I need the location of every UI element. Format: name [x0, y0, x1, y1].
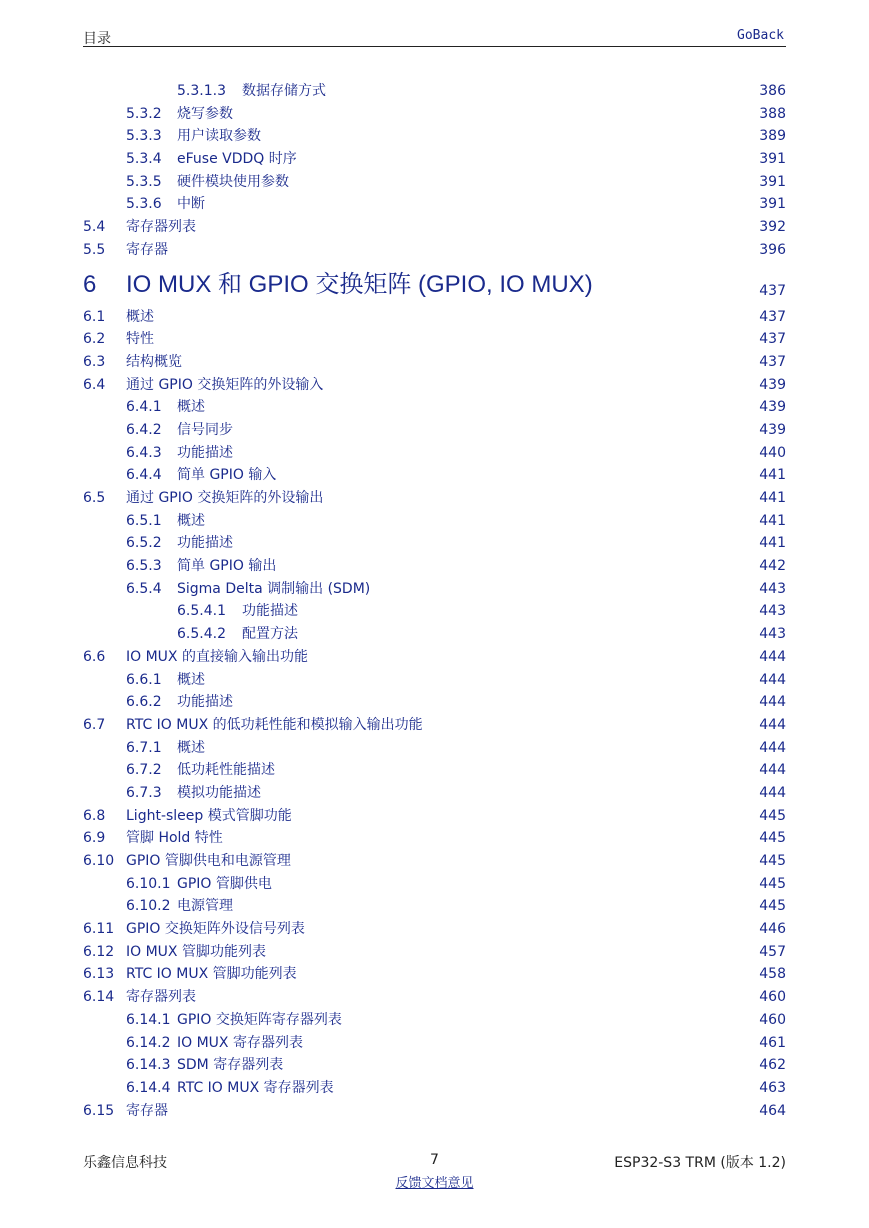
toc-entry-title[interactable]: 配置方法	[242, 626, 298, 643]
toc-entry-number: 6	[83, 270, 97, 298]
toc-entry-page[interactable]: 439	[759, 399, 786, 416]
toc-entry[interactable]	[83, 873, 786, 896]
toc-entry-page[interactable]: 444	[759, 648, 786, 665]
toc-entry[interactable]	[83, 239, 786, 262]
toc-entry-title[interactable]: 寄存器列表	[126, 219, 196, 236]
toc-entry-page[interactable]: 444	[759, 671, 786, 688]
toc-entry-title[interactable]: 功能描述	[242, 603, 298, 620]
toc-entry-page[interactable]: 464	[759, 1102, 786, 1119]
toc-entry-number: 6.14.4	[126, 1079, 171, 1096]
toc-entry[interactable]	[83, 487, 786, 510]
toc-entry[interactable]	[83, 148, 786, 171]
toc-entry-number: 6.14	[83, 989, 115, 1006]
footer-page-number: 7	[430, 1152, 439, 1168]
toc-entry[interactable]	[83, 1100, 786, 1123]
goback-link[interactable]: GoBack	[737, 28, 784, 43]
toc-entry-page[interactable]: 442	[759, 558, 786, 575]
toc-entry-page[interactable]: 437	[759, 353, 786, 370]
toc-entry-title[interactable]: 寄存器	[126, 1102, 168, 1119]
toc-entry-title[interactable]: SDM 寄存器列表	[177, 1057, 284, 1074]
toc-entry[interactable]	[83, 510, 786, 533]
footer-company: 乐鑫信息科技	[83, 1155, 167, 1171]
table-of-contents	[83, 80, 786, 1122]
toc-entry-title[interactable]: 寄存器列表	[126, 989, 196, 1006]
toc-entry-number: 6.6.2	[126, 694, 162, 711]
toc-entry-page[interactable]: 444	[759, 716, 786, 733]
toc-entry-title[interactable]: RTC IO MUX 的低功耗性能和模拟输入输出功能	[126, 716, 423, 733]
toc-entry-title[interactable]: 数据存储方式	[242, 83, 326, 99]
toc-entry-page[interactable]: 445	[759, 853, 786, 869]
toc-entry-page[interactable]: 389	[759, 128, 786, 145]
toc-entry-title[interactable]: IO MUX 管脚功能列表	[126, 943, 266, 960]
toc-entry-page[interactable]: 444	[759, 739, 786, 756]
toc-entry-page[interactable]: 437	[759, 308, 786, 325]
toc-entry-page[interactable]: 443	[759, 603, 786, 620]
toc-entry-number: 6.4.2	[126, 421, 162, 438]
toc-entry-title[interactable]: 模拟功能描述	[177, 784, 261, 801]
toc-entry[interactable]	[83, 306, 786, 329]
toc-entry[interactable]	[83, 963, 786, 986]
toc-entry[interactable]	[83, 1009, 786, 1032]
toc-entry-number: 5.3.6	[126, 196, 162, 213]
toc-entry-page[interactable]: 444	[759, 762, 786, 779]
toc-entry-page[interactable]: 388	[759, 105, 786, 122]
toc-entry-title[interactable]: IO MUX 和 GPIO 交换矩阵 (GPIO, IO MUX)	[126, 270, 593, 298]
toc-entry-title[interactable]: 管脚 Hold 特性	[126, 830, 223, 847]
toc-entry-number: 6.7.3	[126, 784, 162, 801]
toc-entry-page[interactable]: 463	[759, 1079, 786, 1096]
toc-entry-page[interactable]: 460	[759, 1011, 786, 1028]
toc-entry-number: 6.4	[83, 376, 106, 393]
toc-entry-title[interactable]: 功能描述	[177, 535, 233, 552]
toc-entry[interactable]	[83, 918, 786, 941]
toc-entry-title[interactable]: 概述	[177, 671, 205, 688]
toc-entry-number: 5.3.5	[126, 173, 162, 190]
toc-entry[interactable]	[83, 646, 786, 669]
toc-entry-page[interactable]: 441	[759, 535, 786, 552]
feedback-link[interactable]: 反馈文档意见	[395, 1176, 474, 1191]
toc-entry-number: 6.5	[83, 490, 106, 506]
toc-entry-title[interactable]: eFuse VDDQ 时序	[177, 151, 297, 168]
toc-entry-page[interactable]: 460	[759, 989, 786, 1006]
page-footer	[83, 1152, 786, 1192]
toc-entry-title[interactable]: 通过 GPIO 交换矩阵的外设输出	[126, 490, 324, 506]
toc-entry[interactable]	[83, 103, 786, 126]
toc-entry-number: 6.5.4.1	[177, 603, 226, 620]
toc-entry-title[interactable]: RTC IO MUX 寄存器列表	[177, 1079, 334, 1096]
toc-entry-number: 6.5.3	[126, 558, 162, 575]
toc-entry[interactable]	[83, 941, 786, 964]
toc-entry-page[interactable]: 396	[759, 241, 786, 258]
header-section-label: 目录	[83, 31, 111, 47]
toc-entry-page[interactable]: 392	[759, 219, 786, 236]
toc-entry[interactable]	[83, 895, 786, 918]
toc-entry-title[interactable]: 概述	[126, 308, 154, 325]
toc-entry-page[interactable]: 457	[759, 943, 786, 960]
toc-entry-title[interactable]: 特性	[126, 331, 154, 348]
toc-entry[interactable]	[83, 1077, 786, 1100]
toc-entry-number: 6.12	[83, 943, 115, 960]
toc-entry-title[interactable]: 概述	[177, 739, 205, 756]
toc-entry-title[interactable]: 低功耗性能描述	[177, 762, 275, 779]
toc-entry[interactable]	[83, 351, 786, 374]
toc-entry-page[interactable]: 445	[759, 830, 786, 847]
toc-entry[interactable]	[83, 193, 786, 216]
toc-entry-page[interactable]: 444	[759, 694, 786, 711]
toc-entry[interactable]	[83, 396, 786, 419]
toc-entry[interactable]	[83, 1032, 786, 1055]
toc-entry-page[interactable]: 441	[759, 490, 786, 506]
toc-entry-number: 6.4.4	[126, 467, 162, 484]
toc-entry[interactable]	[83, 827, 786, 850]
toc-entry-title[interactable]: Sigma Delta 调制输出 (SDM)	[177, 580, 371, 597]
toc-entry-number: 6.10.1	[126, 875, 171, 892]
toc-entry-title[interactable]: RTC IO MUX 管脚功能列表	[126, 966, 297, 983]
toc-entry-title[interactable]: 烧写参数	[177, 105, 233, 122]
toc-entry-title[interactable]: 通过 GPIO 交换矩阵的外设输入	[126, 376, 324, 393]
toc-entry-title[interactable]: GPIO 交换矩阵外设信号列表	[126, 921, 305, 938]
toc-entry-number: 6.10.2	[126, 898, 171, 915]
toc-entry-page[interactable]: 440	[759, 444, 786, 461]
toc-entry-page[interactable]: 441	[759, 467, 786, 484]
toc-entry[interactable]	[83, 805, 786, 828]
toc-entry-number: 6.4.1	[126, 399, 162, 416]
toc-entry-number: 6.8	[83, 807, 106, 824]
toc-entry-title[interactable]: 信号同步	[177, 421, 233, 438]
toc-entry-title[interactable]: 功能描述	[177, 444, 233, 461]
toc-entry-title[interactable]: IO MUX 的直接输入输出功能	[126, 648, 308, 665]
toc-entry-number: 6.4.3	[126, 444, 162, 461]
footer-doc-version: ESP32-S3 TRM (版本 1.2)	[614, 1155, 786, 1171]
toc-entry-page[interactable]: 437	[759, 331, 786, 348]
toc-entry-number: 6.6	[83, 648, 106, 665]
toc-entry-title[interactable]: GPIO 管脚供电	[177, 875, 272, 892]
toc-entry[interactable]	[83, 850, 786, 873]
toc-entry[interactable]	[83, 691, 786, 714]
toc-entry[interactable]	[83, 374, 786, 397]
toc-entry[interactable]	[83, 125, 786, 148]
toc-entry-page[interactable]: 458	[759, 966, 786, 983]
toc-entry[interactable]	[83, 600, 786, 623]
toc-entry-title[interactable]: GPIO 交换矩阵寄存器列表	[177, 1011, 342, 1028]
toc-entry-title[interactable]: 结构概览	[126, 353, 182, 370]
toc-entry-title[interactable]: 简单 GPIO 输出	[177, 558, 277, 575]
toc-entry-number: 6.5.1	[126, 512, 162, 529]
toc-entry[interactable]	[83, 714, 786, 737]
toc-entry-title[interactable]: 概述	[177, 512, 205, 529]
toc-entry-title[interactable]: IO MUX 寄存器列表	[177, 1034, 303, 1051]
toc-entry-number: 5.3.2	[126, 105, 162, 122]
toc-entry[interactable]	[83, 1054, 786, 1077]
toc-entry-page[interactable]: 441	[759, 512, 786, 529]
toc-entry-number: 6.5.4	[126, 580, 162, 597]
toc-entry[interactable]	[83, 464, 786, 487]
toc-entry-number: 6.7	[83, 716, 106, 733]
toc-entry-number: 6.14.1	[126, 1011, 171, 1028]
toc-entry-title[interactable]: 功能描述	[177, 694, 233, 711]
toc-entry[interactable]	[83, 80, 786, 103]
toc-entry-title[interactable]: Light-sleep 模式管脚功能	[126, 807, 292, 824]
toc-entry[interactable]	[83, 737, 786, 760]
toc-entry[interactable]	[83, 623, 786, 646]
toc-entry-page[interactable]: 445	[759, 898, 786, 915]
toc-entry-page[interactable]: 443	[759, 580, 786, 597]
toc-entry[interactable]	[83, 442, 786, 465]
toc-entry-title[interactable]: 概述	[177, 399, 205, 416]
toc-entry-page[interactable]: 386	[759, 83, 786, 99]
toc-entry-page[interactable]: 461	[759, 1034, 786, 1051]
toc-entry[interactable]	[83, 328, 786, 351]
toc-entry-page[interactable]: 445	[759, 807, 786, 824]
toc-entry-title[interactable]: 电源管理	[177, 898, 233, 915]
toc-entry-number: 5.3.3	[126, 128, 162, 145]
toc-entry-page[interactable]: 391	[759, 173, 786, 190]
toc-entry-number: 6.2	[83, 331, 106, 348]
toc-entry[interactable]	[83, 986, 786, 1009]
toc-entry-number: 5.3.1.3	[177, 83, 226, 99]
toc-entry[interactable]	[83, 171, 786, 194]
toc-entry[interactable]	[83, 669, 786, 692]
toc-entry-page[interactable]: 462	[759, 1057, 786, 1074]
toc-entry[interactable]	[83, 555, 786, 578]
toc-entry-page[interactable]: 439	[759, 376, 786, 393]
toc-entry-page[interactable]: 391	[759, 196, 786, 213]
toc-entry-number: 6.5.4.2	[177, 626, 226, 643]
toc-entry-number: 6.9	[83, 830, 106, 847]
toc-entry-number: 6.15	[83, 1102, 115, 1119]
toc-entry-title[interactable]: 中断	[177, 196, 205, 213]
toc-chapter-entry[interactable]	[83, 262, 786, 306]
toc-entry-number: 6.1	[83, 308, 106, 325]
toc-entry-title[interactable]: 硬件模块使用参数	[177, 173, 289, 190]
toc-entry[interactable]	[83, 419, 786, 442]
toc-entry-number: 6.14.3	[126, 1057, 171, 1074]
toc-entry-page[interactable]: 439	[759, 421, 786, 438]
toc-entry-number: 6.13	[83, 966, 115, 983]
toc-entry[interactable]	[83, 532, 786, 555]
toc-entry-page[interactable]: 391	[759, 151, 786, 168]
toc-entry-number: 6.14.2	[126, 1034, 171, 1051]
toc-entry-number: 6.3	[83, 353, 106, 370]
toc-entry[interactable]	[83, 578, 786, 601]
toc-entry-number: 5.4	[83, 219, 106, 236]
toc-entry-page[interactable]: 445	[759, 875, 786, 892]
toc-entry-number: 6.11	[83, 921, 115, 938]
toc-entry-number: 6.7.2	[126, 762, 162, 779]
toc-entry[interactable]	[83, 782, 786, 805]
toc-entry-title[interactable]: 用户读取参数	[177, 128, 261, 145]
toc-entry-number: 6.7.1	[126, 739, 162, 756]
toc-entry-page[interactable]: 443	[759, 626, 786, 643]
toc-entry-title[interactable]: 简单 GPIO 输入	[177, 467, 277, 484]
toc-entry-title[interactable]: 寄存器	[126, 241, 168, 258]
toc-entry-number: 6.5.2	[126, 535, 162, 552]
toc-entry[interactable]	[83, 759, 786, 782]
page-header	[83, 26, 786, 47]
toc-entry-page[interactable]: 437	[759, 282, 786, 299]
toc-entry-number: 6.10	[83, 853, 115, 869]
toc-entry-page[interactable]: 446	[759, 921, 786, 938]
toc-entry-number: 5.3.4	[126, 151, 162, 168]
toc-entry-title[interactable]: GPIO 管脚供电和电源管理	[126, 853, 291, 869]
toc-entry-page[interactable]: 444	[759, 784, 786, 801]
toc-entry-number: 5.5	[83, 241, 106, 258]
toc-entry[interactable]	[83, 216, 786, 239]
toc-entry-number: 6.6.1	[126, 671, 162, 688]
